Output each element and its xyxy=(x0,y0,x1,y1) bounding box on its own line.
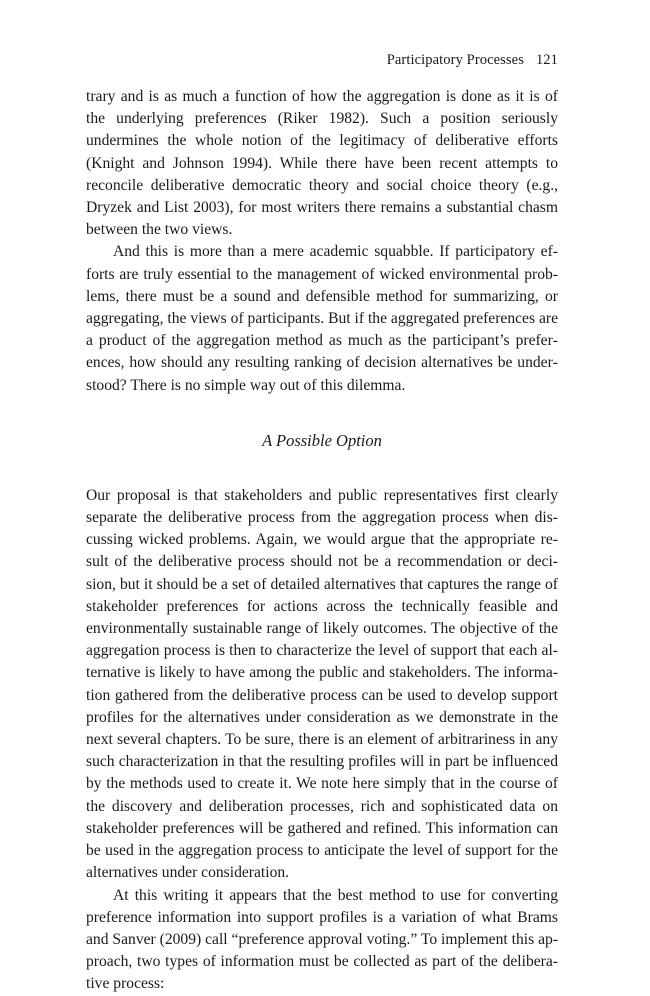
body-text xyxy=(86,86,558,996)
paragraph: At this writing it appears that the best method to use for converting preference information into support profiles is a variation of what Brams and Sanver (2009) call “preference approval voting.” To implement this approach, two types of information must be collected as part of the deliberative process: xyxy=(86,886,558,993)
paragraph-continuation: trary and is as much a function of how the aggregation is done as it is of the underlying preferences (Riker 1982). Such a position seriously undermines the whole notion of the legitimacy of deliberative efforts (Knight and Johnson 1994). While there have been recent attempts to reconcile deliberative democratic theory and social choice theory (e.g., Dryzek and List 2003), for most writers there remains a substantial chasm between the two views. xyxy=(86,88,558,239)
running-head xyxy=(387,52,558,69)
running-title: Participatory Processes xyxy=(386,52,524,68)
paragraph: And this is more than a mere academic squabble. If participatory efforts are truly essential to the management of wicked environmental problems, there must be a sound and defensible method for summarizing, or aggregating, the views of participants. But if the aggregated preferences are a product of the aggregation method as much as the participant’s preferences, how should any resulting ranking of decision alternatives be understood? There is no simple way out of this dilemma. xyxy=(86,243,558,394)
paragraph: Our proposal is that stakeholders and public representatives first clearly separate the deliberative process from the aggregation process when discussing wicked problems. Again, we would argue that the appropriate result of the deliberative process should not be a recommendation or decision, but it should be a set of detailed alternatives that captures the range of stakeholder preferences for actions across the technically feasible and environmentally sustainable range of likely outcomes. The objective of the aggregation process is then to characterize the level of support that each alternative is likely to have among the public and stakeholders. The information gathered from the deliberative process can be used to develop support profiles for the alternatives under consideration as we demonstrate in the next several chapters. To be sure, there is an element of arbitrariness in any such characterization in that the resulting profiles will in part be influenced by the methods used to create it. We note here simply that in the course of the discovery and deliberation processes, rich and sophisticated data on stakeholder preferences will be gathered and refined. This information can be used in the aggregation process to anticipate the level of support for the alternatives under consideration. xyxy=(86,486,558,882)
page-number: 121 xyxy=(535,52,558,68)
section-heading: A Possible Option xyxy=(262,430,382,450)
